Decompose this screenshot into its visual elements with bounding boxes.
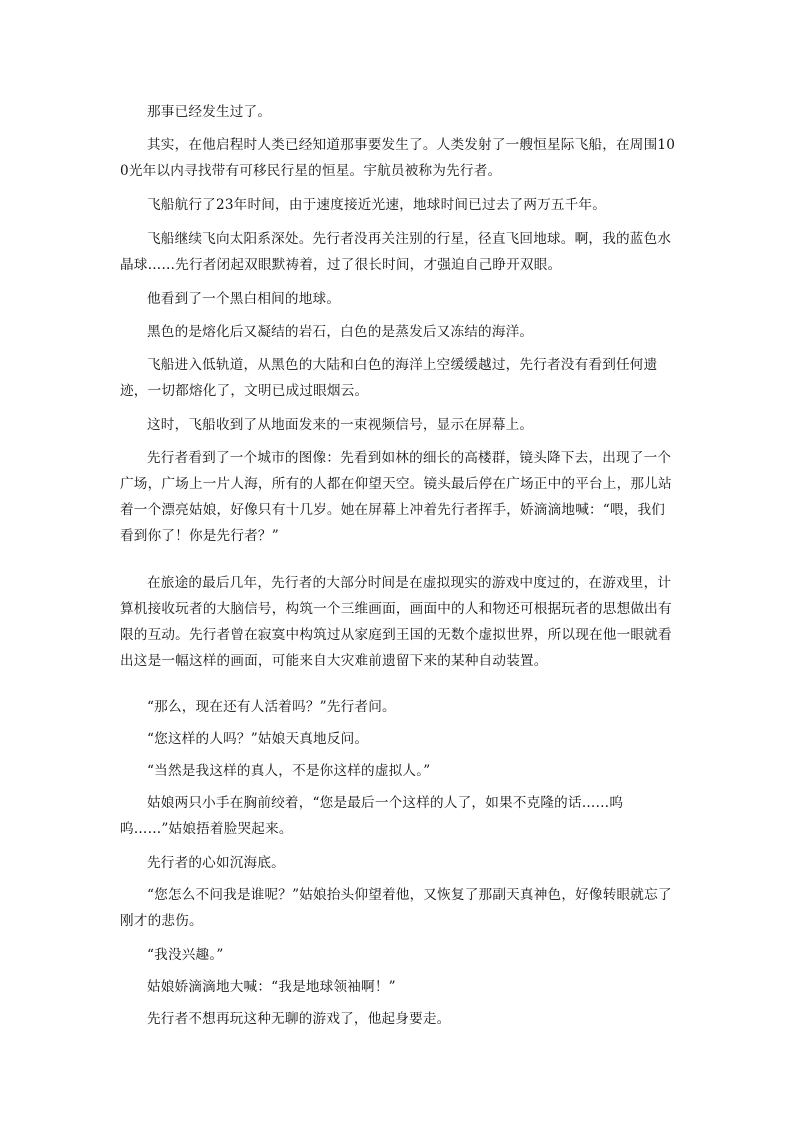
paragraph-1: 那事已经发生过了。 — [147, 104, 272, 120]
paragraph-2: 其实，在他启程时人类已经知道那事要发生了。人类发射了一艘恒星际飞船，在周围100光年以内寻找带有可移民行星的恒星。宇航员被称为先行者。 — [120, 137, 676, 179]
paragraph-18: 姑娘娇滴滴地大喊：“我是地球领袖啊！” — [147, 979, 396, 995]
paragraph-6: 黑色的是熔化后又凝结的岩石，白色的是蒸发后又冻结的海洋。 — [147, 324, 534, 340]
paragraph-16: “您怎么不问我是谁呢？”姑娘抬头仰望着他，又恢复了那副天真神色，好像转眼就忘了刚才的悲伤。 — [120, 887, 672, 929]
paragraph-11: “那么，现在还有人活着吗？”先行者问。 — [147, 699, 396, 715]
paragraph-5: 他看到了一个黑白相间的地球。 — [147, 291, 341, 307]
paragraph-3: 飞船航行了23年时间，由于速度接近光速，地球时间已过去了两万五千年。 — [147, 197, 607, 213]
paragraph-17: “我没兴趣。” — [147, 947, 224, 963]
paragraph-9: 先行者看到了一个城市的图像：先看到如林的细长的高楼群，镜头降下去，出现了一个广场，广场上一片人海，所有的人都在仰望天空。镜头最后停在广场正中的平台上，那儿站着一个漂亮姑娘，好像只有十几岁。她在屏幕上冲着先行者挥手，娇滴滴地喊：“喂，我们看到你了！你是先行者？” — [120, 450, 672, 544]
paragraph-8: 这时，飞船收到了从地面发来的一束视频信号，显示在屏幕上。 — [147, 417, 534, 433]
paragraph-15: 先行者的心如沉海底。 — [147, 855, 285, 871]
paragraph-19: 先行者不想再玩这种无聊的游戏了，他起身要走。 — [147, 1011, 451, 1027]
paragraph-12: “您这样的人吗？”姑娘天真地反问。 — [147, 731, 369, 747]
paragraph-4: 飞船继续飞向太阳系深处。先行者没再关注别的行星，径直飞回地球。啊，我的蓝色水晶球……先行者闭起双眼默祷着，过了很长时间，才强迫自己睁开双眼。 — [120, 231, 672, 273]
paragraph-14: 姑娘两只小手在胸前绞着，“您是最后一个这样的人了，如果不克隆的话……呜呜……”姑娘捂着脸哭起来。 — [120, 795, 624, 837]
paragraph-10: 在旅途的最后几年，先行者的大部分时间是在虚拟现实的游戏中度过的，在游戏里，计算机接收玩者的大脑信号，构筑一个三维画面，画面中的人和物还可根据玩者的思想做出有限的互动。先行者曾在寂寞中构筑过从家庭到王国的无数个虚拟世界，所以现在他一眼就看出这是一幅这样的画面，可能来自大灾难前遗留下来的某种自动装置。 — [120, 575, 672, 669]
paragraph-7: 飞船进入低轨道，从黑色的大陆和白色的海洋上空缓缓越过，先行者没有看到任何遗迹，一切都熔化了，文明已成过眼烟云。 — [120, 357, 658, 399]
paragraph-13: “当然是我这样的真人，不是你这样的虚拟人。” — [147, 763, 431, 779]
